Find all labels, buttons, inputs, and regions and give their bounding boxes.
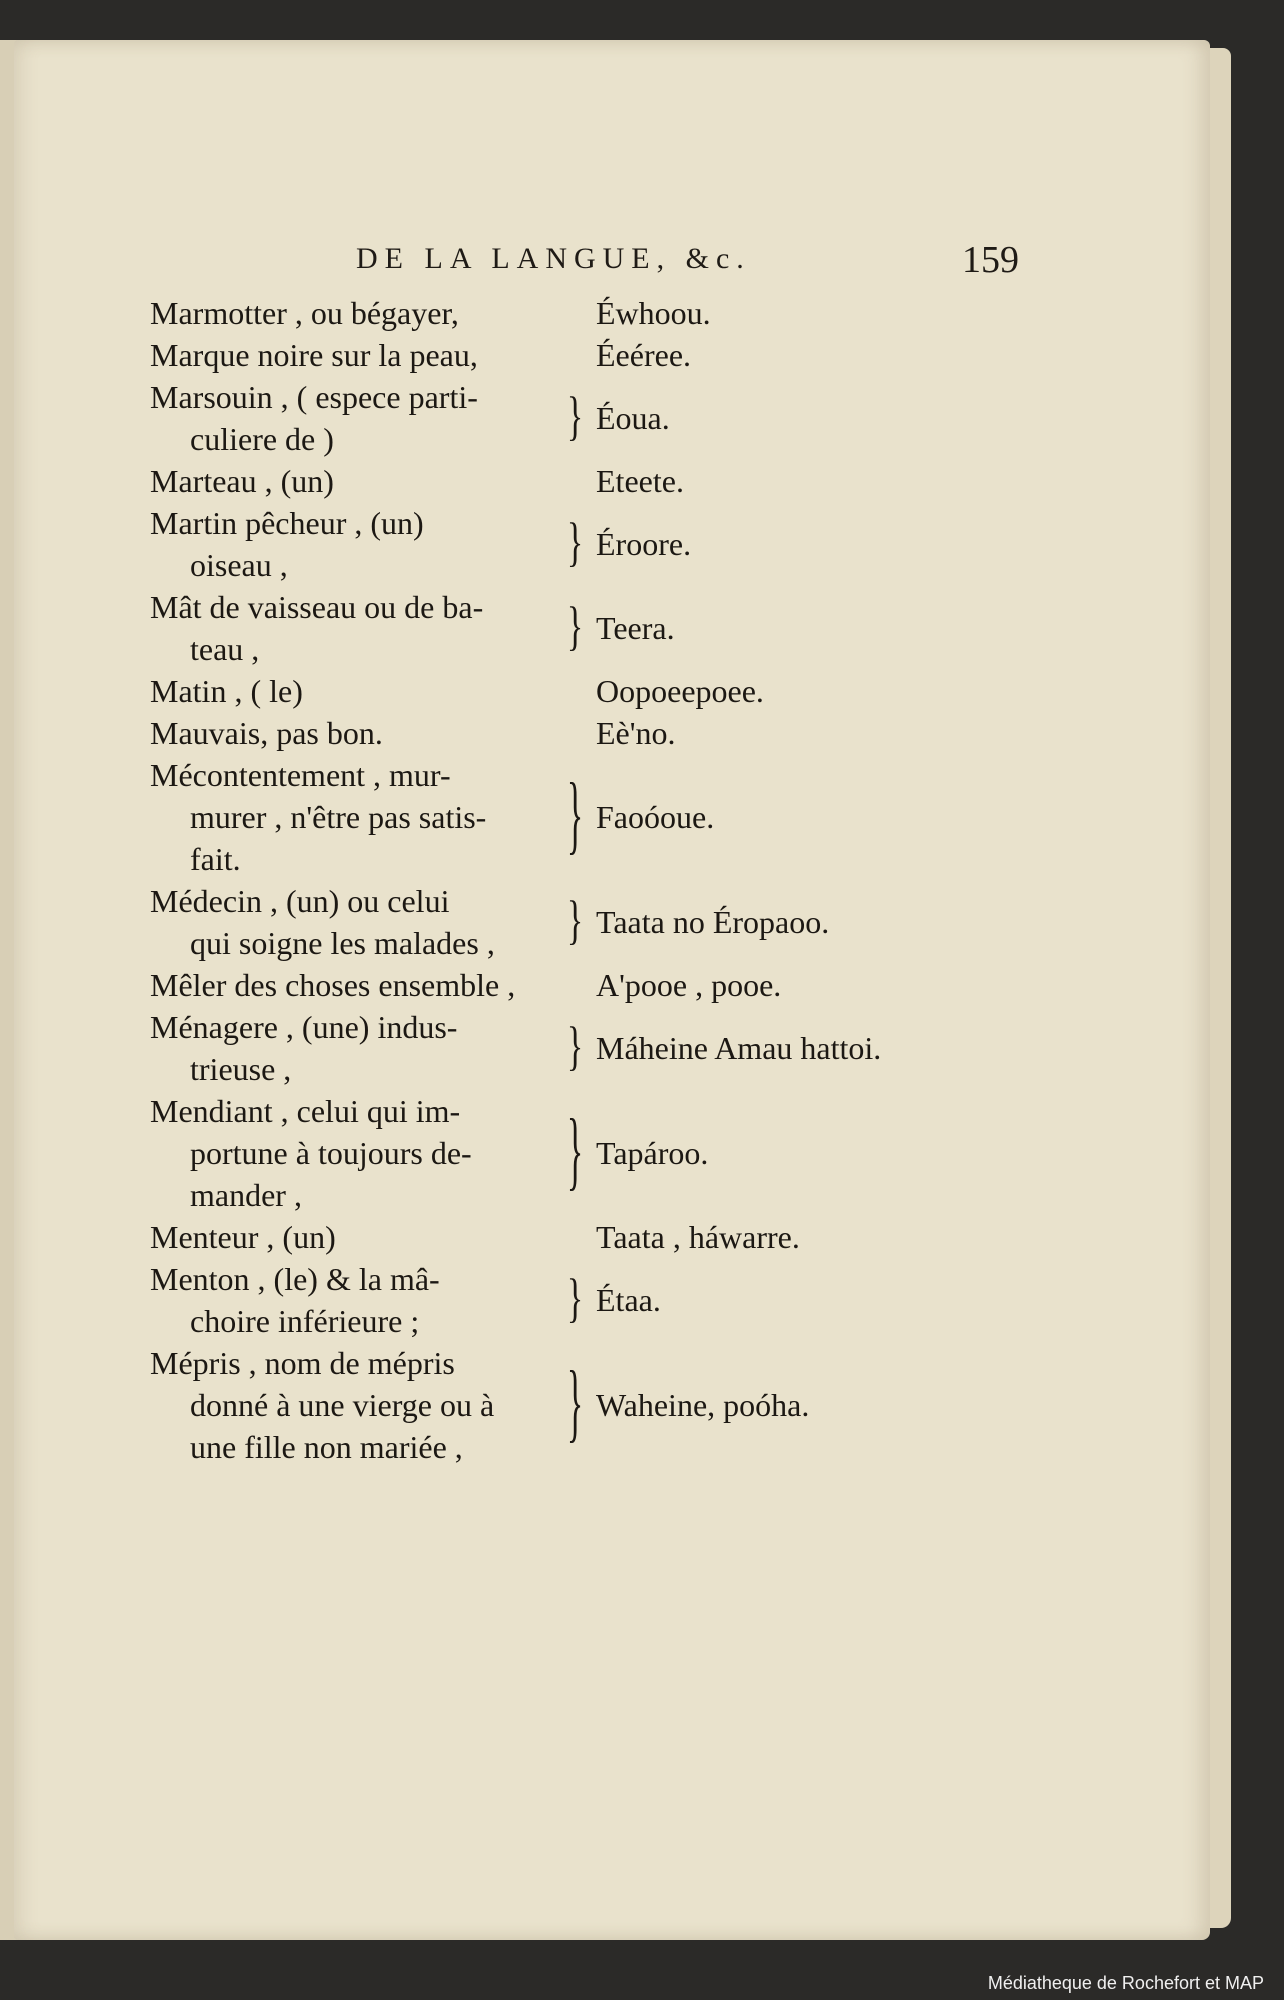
term-line: Martin pêcheur , (un): [150, 505, 424, 541]
french-term: [150, 1342, 560, 1468]
term-line: qui soigne les malades ,: [190, 925, 495, 961]
french-term: [150, 1006, 560, 1090]
tahitian-translation: Oopoeepoee.: [596, 673, 764, 709]
term-line: mander ,: [190, 1177, 302, 1213]
french-term: [150, 292, 560, 334]
brace-icon: }: [566, 513, 584, 573]
vocabulary-entry: [150, 1006, 980, 1090]
brace-icon: }: [566, 387, 584, 447]
vocabulary-entry: [150, 460, 980, 502]
term-line: Marque noire sur la peau,: [150, 337, 478, 373]
running-head: [0, 239, 1284, 292]
brace-icon: }: [566, 1103, 584, 1200]
term-line: Mauvais, pas bon.: [150, 715, 383, 751]
tahitian-translation: Teera.: [596, 610, 675, 646]
term-line: Matin , ( le): [150, 673, 303, 709]
term-line: Médecin , (un) ou celui: [150, 883, 450, 919]
french-term: [150, 1090, 560, 1216]
running-title: DE LA LANGUE, &c.: [356, 242, 751, 275]
french-term: [150, 670, 560, 712]
vocabulary-entry: [150, 292, 980, 334]
tahitian-translation: Éeéree.: [596, 337, 692, 373]
tahitian-translation: Taata no Éropaoo.: [596, 904, 830, 940]
term-line: fait.: [190, 841, 241, 877]
term-line: Menton , (le) & la mâ-: [150, 1261, 440, 1297]
term-line: portune à toujours de-: [190, 1135, 472, 1171]
tahitian-translation: Éwhoou.: [596, 295, 711, 331]
tahitian-translation: Éoua.: [596, 400, 670, 436]
french-term: [150, 712, 560, 754]
term-line: teau ,: [190, 631, 260, 667]
term-line: Marteau , (un): [150, 463, 334, 499]
term-line: Mépris , nom de mépris: [150, 1345, 455, 1381]
term-line: Mêler des choses ensemble ,: [150, 967, 516, 1003]
vocabulary-entry: [150, 1090, 980, 1216]
brace-icon: }: [566, 597, 584, 657]
vocabulary-entry: [150, 586, 980, 670]
tahitian-translation: Faoóoue.: [596, 799, 715, 835]
vocabulary-entry: [150, 1216, 980, 1258]
vocabulary-entry: [150, 502, 980, 586]
term-line: Ménagere , (une) indus-: [150, 1009, 458, 1045]
term-line: une fille non mariée ,: [190, 1429, 463, 1465]
vocabulary-entry: [150, 1342, 980, 1468]
term-line: Mendiant , celui qui im-: [150, 1093, 461, 1129]
brace-icon: }: [566, 1269, 584, 1329]
term-line: Marmotter , ou bégayer,: [150, 295, 459, 331]
french-term: [150, 460, 560, 502]
tahitian-translation: Tapároo.: [596, 1135, 709, 1171]
term-line: culiere de ): [190, 421, 334, 457]
term-line: donné à une vierge ou à: [190, 1387, 495, 1423]
brace-icon: }: [566, 1355, 584, 1452]
tahitian-translation: Eè'no.: [596, 715, 676, 751]
term-line: Menteur , (un): [150, 1219, 336, 1255]
term-line: murer , n'être pas satis-: [190, 799, 487, 835]
brace-icon: }: [566, 767, 584, 864]
french-term: [150, 964, 560, 1006]
french-term: [150, 754, 560, 880]
tahitian-translation: Éroore.: [596, 526, 692, 562]
vocabulary-entry: [150, 712, 980, 754]
french-term: [150, 376, 560, 460]
term-line: oiseau ,: [190, 547, 288, 583]
brace-icon: }: [566, 891, 584, 951]
vocabulary-entry: [150, 880, 980, 964]
french-term: [150, 1216, 560, 1258]
vocabulary-list: [150, 292, 980, 1468]
french-term: [150, 586, 560, 670]
french-term: [150, 334, 560, 376]
vocabulary-entry: [150, 964, 980, 1006]
term-line: Mât de vaisseau ou de ba-: [150, 589, 484, 625]
tahitian-translation: A'pooe , pooe.: [596, 967, 782, 1003]
french-term: [150, 1258, 560, 1342]
term-line: trieuse ,: [190, 1051, 292, 1087]
tahitian-translation: Waheine, poóha.: [596, 1387, 810, 1423]
term-line: choire inférieure ;: [190, 1303, 420, 1339]
tahitian-translation: Taata , háwarre.: [596, 1219, 800, 1255]
tahitian-translation: Étaa.: [596, 1282, 661, 1318]
vocabulary-entry: [150, 670, 980, 712]
term-line: Mécontentement , mur-: [150, 757, 451, 793]
tahitian-translation: Eteete.: [596, 463, 684, 499]
french-term: [150, 880, 560, 964]
vocabulary-entry: [150, 376, 980, 460]
french-term: [150, 502, 560, 586]
vocabulary-entry: [150, 754, 980, 880]
page-number: 159: [962, 239, 1019, 281]
watermark-credit: Médiatheque de Rochefort et MAP: [987, 1973, 1264, 1993]
brace-icon: }: [566, 1017, 584, 1077]
vocabulary-entry: [150, 334, 980, 376]
term-line: Marsouin , ( espece parti-: [150, 379, 478, 415]
tahitian-translation: Máheine Amau hattoi.: [596, 1030, 882, 1066]
vocabulary-entry: [150, 1258, 980, 1342]
